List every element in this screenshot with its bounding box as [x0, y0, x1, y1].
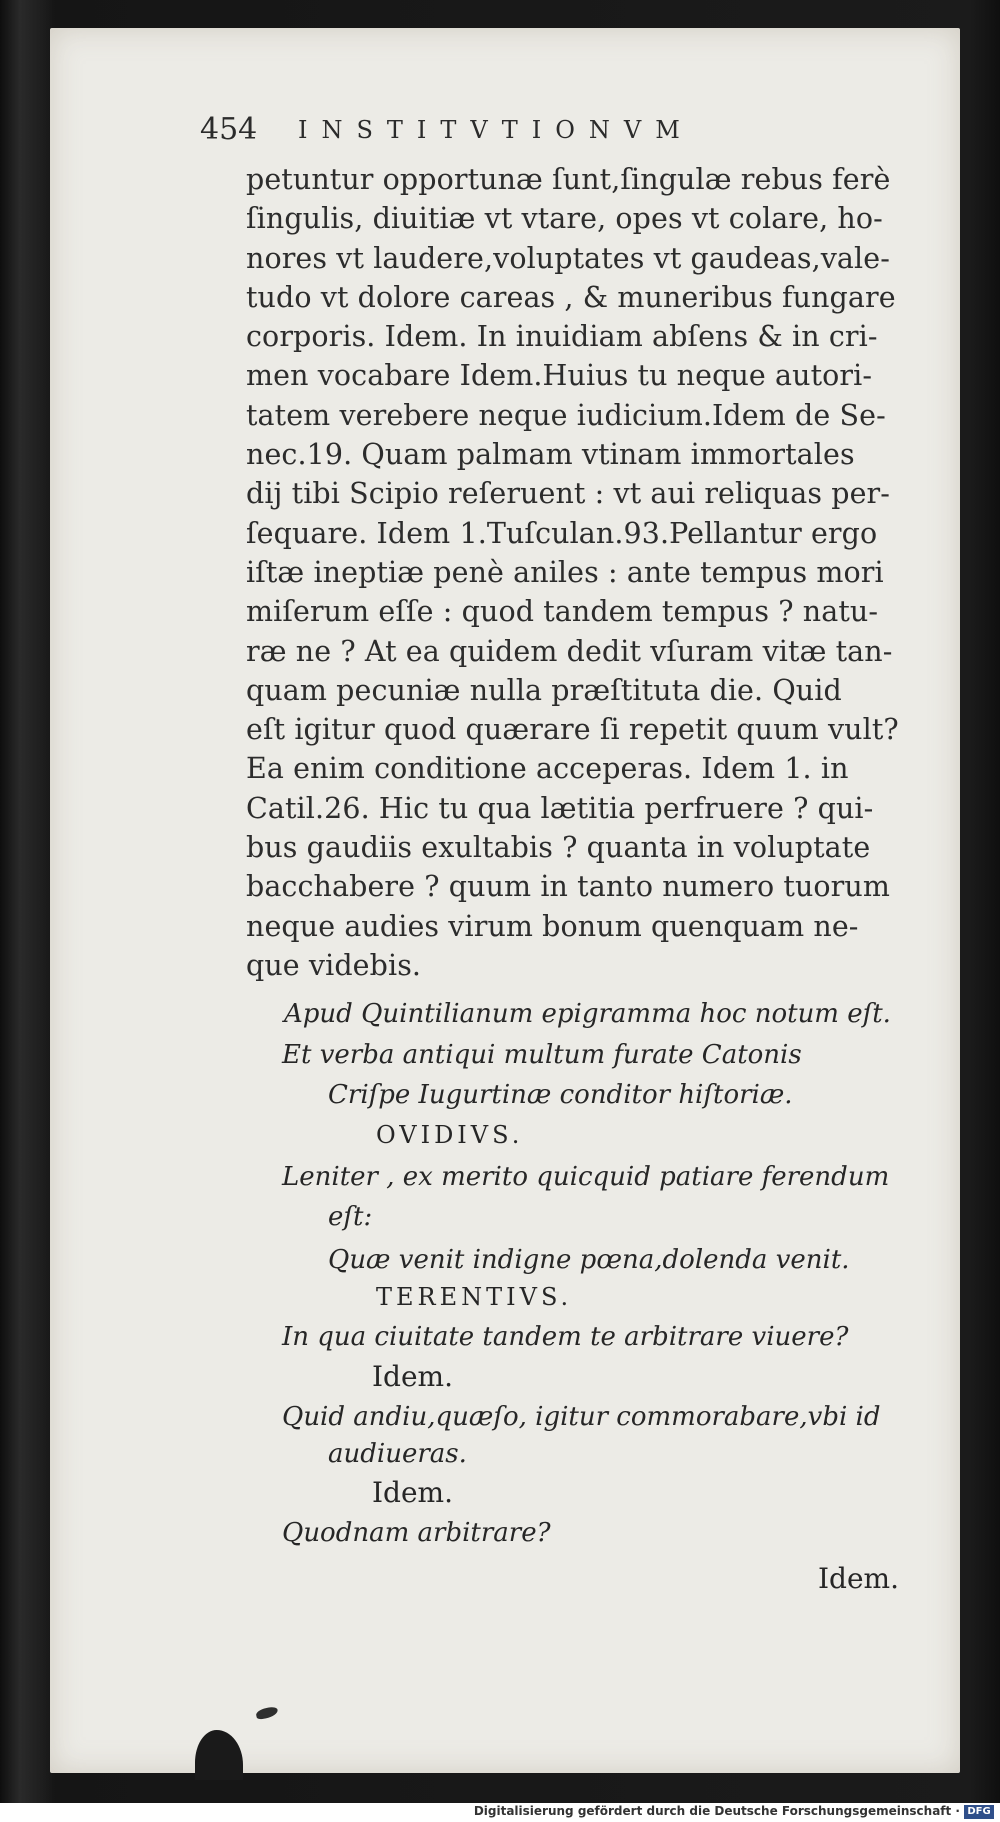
body-text	[246, 160, 926, 985]
idem-label: Idem.	[372, 1476, 454, 1509]
terence-line: In qua ciuitate tandem te arbitrare viuere?	[282, 1322, 849, 1352]
text-line: nec.19. Quam palmam vtinam immortales	[246, 438, 855, 472]
author-heading-terentius: TERENTIVS.	[376, 1283, 573, 1311]
text-line: men vocabare Idem.Huius tu neque autori-	[246, 359, 873, 393]
page-number: 454	[200, 112, 258, 147]
text-line: iſtæ ineptiæ penè aniles : ante tempus mori	[246, 555, 884, 589]
text-line: dij tibi Scipio reſeruent : vt aui reliquas per-	[246, 477, 890, 511]
epigram-line: Et verba antiqui multum furate Catonis	[282, 1040, 802, 1070]
ovid-line: Quæ venit indigne pœna,dolenda venit.	[328, 1245, 850, 1275]
digitization-footer	[0, 1803, 1000, 1822]
text-line: eſt igitur quod quærare ſi repetit quum vult?	[246, 713, 899, 747]
idem-label: Idem.	[372, 1360, 454, 1393]
catchword: Idem.	[818, 1562, 900, 1595]
dfg-logo: DFG	[964, 1805, 994, 1819]
quintilian-intro: Apud Quintilianum epigramma hoc notum eſt.	[284, 999, 891, 1029]
terence-line: Quid andiu,quæſo, igitur commorabare,vbi id	[282, 1402, 881, 1432]
epigram-line: Criſpe Iugurtinæ conditor hiſtoriæ.	[328, 1080, 793, 1110]
funding-credit: Digitalisierung gefördert durch die Deutsche Forschungsgemeinschaft ·	[473, 1804, 960, 1818]
ovid-line: eſt:	[328, 1202, 373, 1232]
terence-line: audiueras.	[328, 1439, 467, 1469]
text-line: quam pecuniæ nulla præſtituta die. Quid	[246, 673, 842, 707]
text-line: miſerum eſſe : quod tandem tempus ? natu-	[246, 595, 879, 629]
text-line: ſequare. Idem 1.Tuſculan.93.Pellantur ergo	[246, 516, 878, 550]
text-line: bacchabere ? quum in tanto numero tuorum	[246, 870, 890, 904]
text-line: neque audies virum bonum quenquam ne-	[246, 909, 859, 943]
text-line: nores vt laudere,voluptates vt gaudeas,vale-	[246, 241, 890, 275]
text-line: bus gaudiis exultabis ? quanta in voluptate	[246, 831, 871, 865]
text-line: ræ ne ? At ea quidem dedit vſuram vitæ tan-	[246, 634, 893, 668]
text-line: tatem verebere neque iudicium.Idem de Se-	[246, 398, 886, 432]
page-header	[200, 112, 900, 158]
author-heading-ovidius: OVIDIVS.	[376, 1121, 524, 1149]
running-title: INSTITVTIONVM	[298, 116, 694, 144]
text-line: Catil.26. Hic tu qua lætitia perfruere ? qui-	[246, 791, 874, 825]
terence-line: Quodnam arbitrare?	[282, 1518, 551, 1548]
text-line: que videbis.	[246, 948, 422, 982]
text-line: petuntur opportunæ ſunt,ſingulæ rebus ferè	[246, 163, 891, 196]
ovid-line: Leniter , ex merito quicquid patiare ferendum	[282, 1162, 890, 1192]
text-line: Ea enim conditione acceperas. Idem 1. in	[246, 752, 849, 786]
text-line: ſingulis, diuitiæ vt vtare, opes vt colare, ho-	[246, 202, 883, 236]
text-line: tudo vt dolore careas , & muneribus fungare	[246, 280, 896, 314]
text-line: corporis. Idem. In inuidiam abſens & in cri-	[246, 320, 878, 354]
